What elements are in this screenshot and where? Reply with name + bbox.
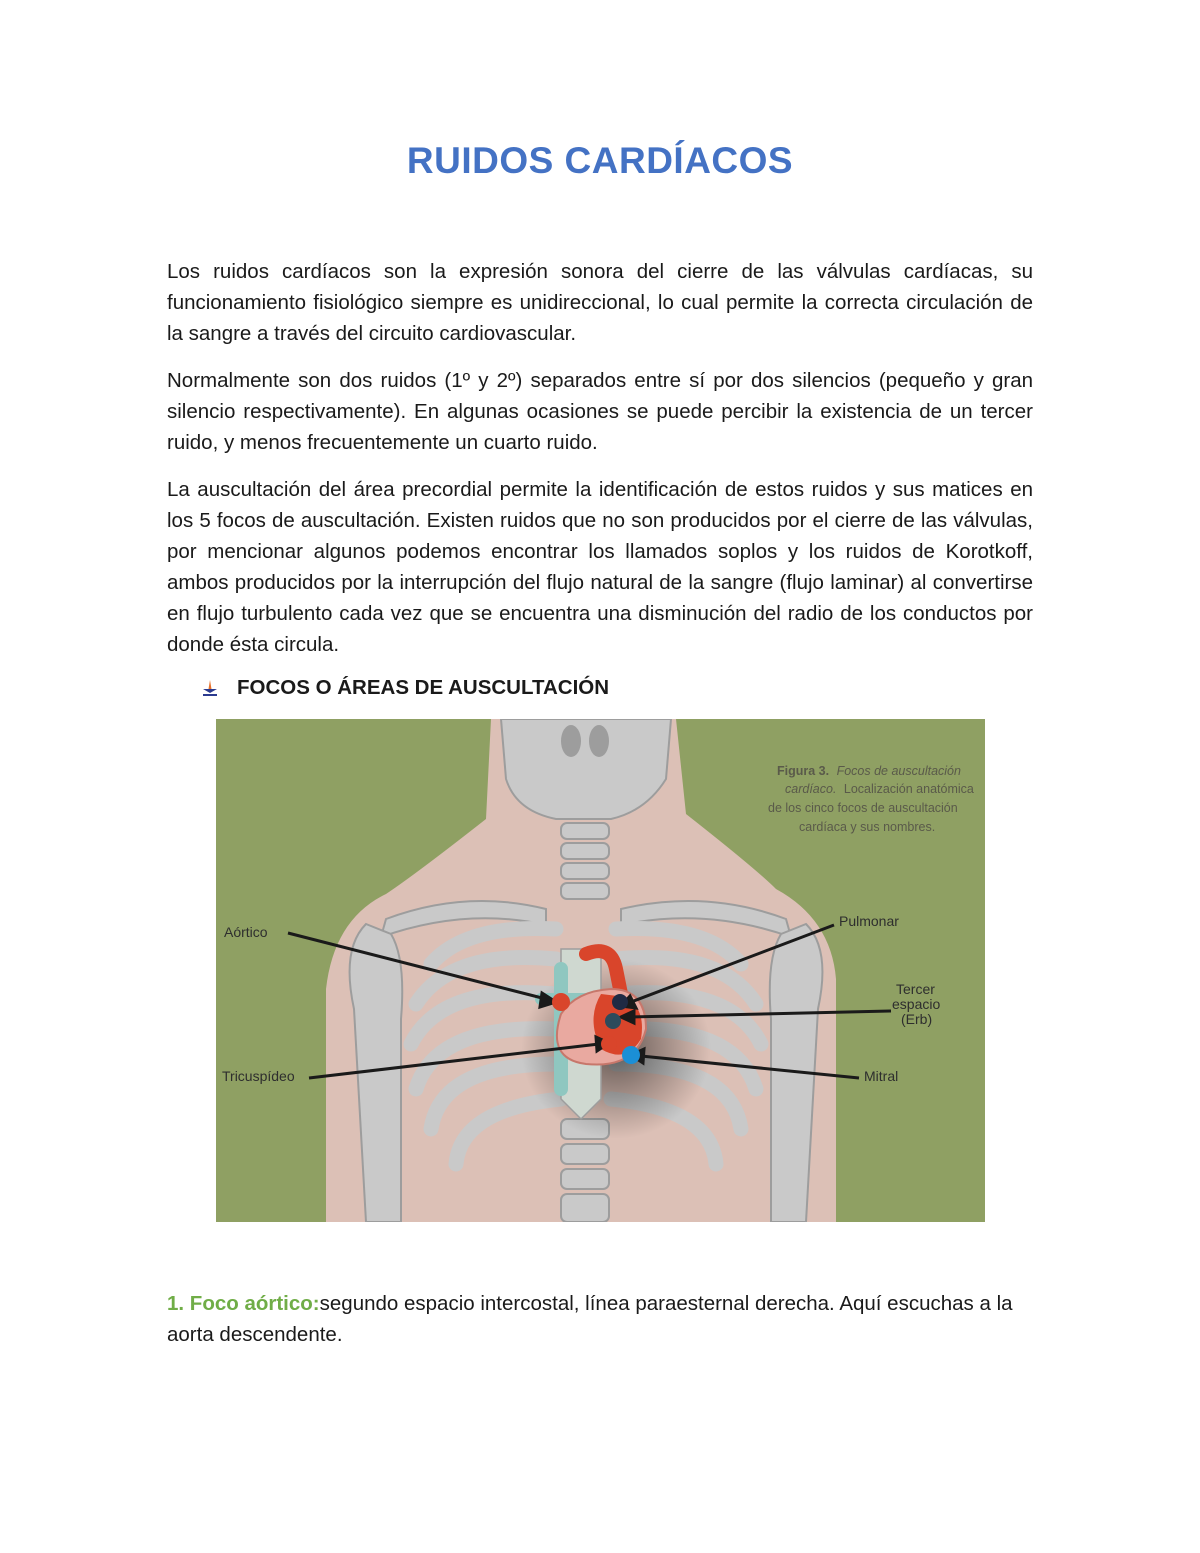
- caption-line-3: de los cinco focos de auscultación: [768, 801, 958, 815]
- svg-text:Figura 3. Focos de aus: [777, 764, 961, 778]
- foco-aortico-text: segundo espacio intercostal, línea paraesternal derecha. Aquí escuchas a la aorta descendente.: [167, 1292, 1013, 1346]
- section-heading: [200, 676, 609, 700]
- label-tercer-line3: (Erb): [901, 1011, 933, 1027]
- paragraph-ruidos: Normalmente son dos ruidos (1º y 2º) separados entre sí por dos silencios (pequeño y gran silencio respectivamente). En algunas ocasiones se puede percibir la existencia de un tercer ruido, y menos frecuentemente un cuarto ruido.: [167, 369, 1033, 454]
- caption-line-4: cardíaca y sus nombres.: [799, 820, 936, 834]
- mitral-focus-dot: [622, 1046, 640, 1064]
- label-pulmonar: Pulmonar: [839, 913, 899, 929]
- caption-bold: Figura 3.: [777, 764, 830, 778]
- foco-aortico-label: 1. Foco aórtico:: [167, 1292, 320, 1315]
- auscultation-figure: [216, 719, 985, 1222]
- section-heading-text: FOCOS O ÁREAS DE AUSCULTACIÓN: [237, 676, 610, 699]
- caption-italic-2: cardíaco.: [785, 782, 837, 796]
- page-title: RUIDOS CARDÍACOS: [406, 140, 794, 181]
- aortic-focus-dot: [552, 993, 570, 1011]
- foco-aortico-paragraph: [167, 1288, 1033, 1350]
- label-tercer-line1: Tercer: [896, 981, 935, 997]
- erb-focus-dot: [605, 1013, 621, 1029]
- label-tricuspideo: Tricuspídeo: [222, 1068, 295, 1084]
- caption-italic-1: Focos de auscultación: [836, 764, 961, 778]
- label-aortico: Aórtico: [224, 924, 268, 940]
- paragraph-intro: Los ruidos cardíacos son la expresión sonora del cierre de las válvulas cardíacas, su funcionamiento fisiológico siempre es unidireccional, lo cual permite la correcta circulación de la sangre a través del circuito cardiovascular.: [167, 260, 1033, 345]
- tricuspid-focus-dot: [601, 1036, 617, 1052]
- svg-text:cardíaco. Localización: [785, 782, 974, 796]
- arrow-bullet-icon: [200, 678, 220, 698]
- pulmonary-focus-dot: [612, 994, 628, 1010]
- paragraph-auscultacion: La auscultación del área precordial permite la identificación de estos ruidos y sus matices en los 5 focos de auscultación. Existen ruidos que no son producidos por el cierre de las válvulas, por mencionar algunos podemos encontrar los llamados soplos y los ruidos de Korotkoff, ambos producidos por la interrupción del flujo natural de la sangre (flujo laminar) al convertirse en flujo turbulento cada vez que se encuentra una disminución del radio de los conductos por donde ésta circula.: [167, 478, 1033, 656]
- caption-line2-rest: Localización anatómica: [843, 782, 974, 796]
- label-mitral: Mitral: [864, 1068, 899, 1084]
- label-tercer-line2: espacio: [892, 996, 941, 1012]
